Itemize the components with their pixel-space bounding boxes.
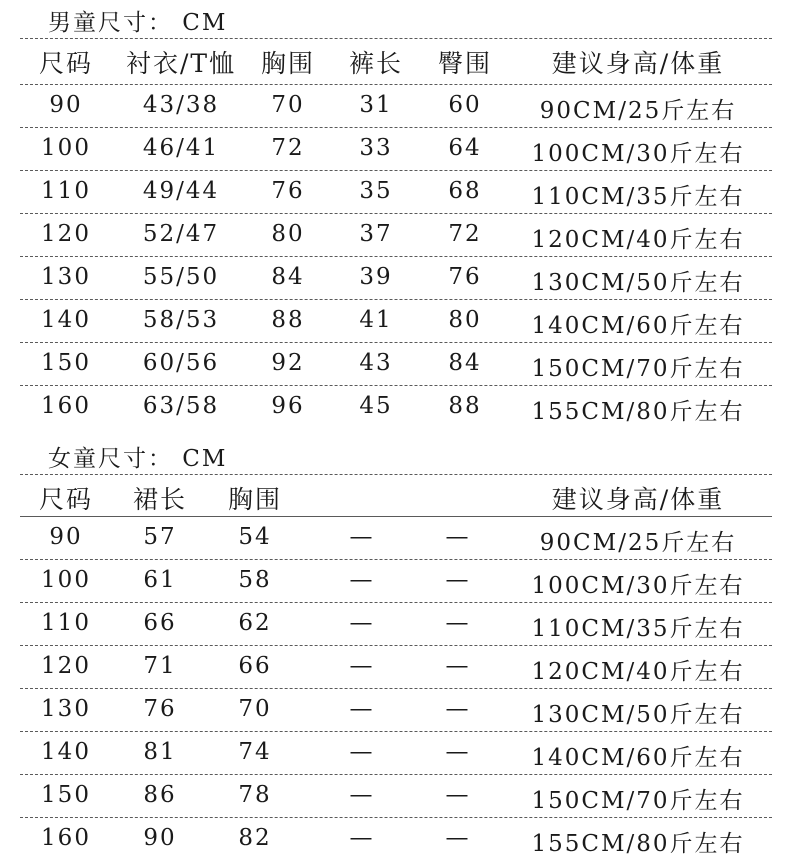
boys-cell-col2: 58/53: [142, 307, 220, 333]
girls-cell-col2: 57: [143, 524, 177, 550]
girls-cell-col4: —: [349, 653, 375, 679]
boys-cell-height-weight: 155CM/80斤左右: [531, 399, 745, 425]
boys-header-col2: 衬衣/T恤: [125, 49, 237, 78]
girls-cell-col2: 81: [143, 739, 177, 765]
girls-cell-height-weight: 150CM/70斤左右: [531, 788, 745, 814]
girls-cell-col5: —: [445, 696, 471, 722]
boys-cell-col2: 46/41: [142, 135, 220, 161]
girls-cell-height-weight: 140CM/60斤左右: [531, 745, 745, 771]
girls-cell-col4: —: [349, 739, 375, 765]
girls-cell-col5: —: [445, 825, 471, 851]
girls-cell-col4: —: [349, 567, 375, 593]
girls-row-divider: [20, 645, 772, 646]
girls-cell-col2: 90: [143, 825, 177, 851]
boys-cell-col5: 88: [448, 393, 482, 419]
boys-cell-size: 140: [41, 307, 91, 333]
boys-row-divider: [20, 385, 772, 386]
girls-cell-size: 90: [49, 524, 83, 550]
girls-cell-col4: —: [349, 782, 375, 808]
boys-cell-col3: 96: [271, 393, 305, 419]
boys-cell-col2: 52/47: [142, 221, 220, 247]
girls-cell-col5: —: [445, 610, 471, 636]
girls-cell-col5: —: [445, 524, 471, 550]
boys-header-col3: 胸围: [260, 49, 316, 78]
girls-row-divider: [20, 731, 772, 732]
girls-cell-height-weight: 130CM/50斤左右: [531, 702, 745, 728]
girls-header-col2: 裙长: [132, 485, 188, 514]
boys-table-top-line: [20, 38, 772, 39]
girls-row-divider: [20, 602, 772, 603]
boys-cell-height-weight: 110CM/35斤左右: [531, 184, 745, 210]
girls-header-size: 尺码: [38, 485, 94, 514]
boys-cell-size: 110: [41, 178, 91, 204]
girls-cell-col2: 71: [143, 653, 177, 679]
girls-cell-col2: 61: [143, 567, 177, 593]
boys-cell-col5: 64: [448, 135, 482, 161]
boys-header-col5: 臀围: [437, 49, 493, 78]
boys-row-divider: [20, 213, 772, 214]
boys-cell-col3: 84: [271, 264, 305, 290]
girls-cell-height-weight: 90CM/25斤左右: [539, 530, 737, 556]
boys-cell-height-weight: 130CM/50斤左右: [531, 270, 745, 296]
boys-cell-height-weight: 90CM/25斤左右: [539, 98, 737, 124]
boys-cell-size: 160: [41, 393, 91, 419]
boys-cell-col4: 31: [359, 92, 393, 118]
boys-cell-height-weight: 100CM/30斤左右: [531, 141, 745, 167]
girls-cell-size: 140: [41, 739, 91, 765]
boys-cell-height-weight: 150CM/70斤左右: [531, 356, 745, 382]
boys-cell-col4: 41: [359, 307, 393, 333]
boys-cell-height-weight: 140CM/60斤左右: [531, 313, 745, 339]
boys-cell-height-weight: 120CM/40斤左右: [531, 227, 745, 253]
girls-cell-size: 110: [41, 610, 91, 636]
boys-cell-col2: 60/56: [142, 350, 220, 376]
girls-cell-col4: —: [349, 696, 375, 722]
boys-cell-col2: 55/50: [142, 264, 220, 290]
boys-cell-col2: 63/58: [142, 393, 220, 419]
boys-cell-col3: 72: [271, 135, 305, 161]
girls-cell-size: 150: [41, 782, 91, 808]
girls-cell-size: 130: [41, 696, 91, 722]
girls-cell-col5: —: [445, 739, 471, 765]
girls-row-divider: [20, 688, 772, 689]
boys-cell-size: 130: [41, 264, 91, 290]
girls-row-divider: [20, 817, 772, 818]
boys-cell-col3: 76: [271, 178, 305, 204]
boys-cell-col4: 35: [359, 178, 393, 204]
girls-cell-col3: 70: [238, 696, 272, 722]
boys-cell-col3: 88: [271, 307, 305, 333]
boys-cell-col2: 43/38: [142, 92, 220, 118]
boys-cell-col4: 45: [359, 393, 393, 419]
girls-row-divider: [20, 774, 772, 775]
girls-cell-col5: —: [445, 653, 471, 679]
boys-cell-size: 100: [41, 135, 91, 161]
girls-cell-col3: 78: [238, 782, 272, 808]
girls-cell-size: 160: [41, 825, 91, 851]
girls-cell-col2: 86: [143, 782, 177, 808]
girls-row-divider: [20, 559, 772, 560]
boys-cell-col5: 84: [448, 350, 482, 376]
girls-cell-col3: 82: [238, 825, 272, 851]
girls-cell-size: 100: [41, 567, 91, 593]
girls-header-col3: 胸围: [227, 485, 283, 514]
boys-cell-col3: 80: [271, 221, 305, 247]
girls-cell-col3: 58: [238, 567, 272, 593]
boys-cell-size: 90: [49, 92, 83, 118]
girls-cell-height-weight: 110CM/35斤左右: [531, 616, 745, 642]
girls-cell-height-weight: 155CM/80斤左右: [531, 831, 745, 857]
boys-header-size: 尺码: [38, 49, 94, 78]
boys-cell-col3: 92: [271, 350, 305, 376]
boys-header-divider: [20, 84, 772, 85]
girls-cell-col3: 54: [238, 524, 272, 550]
boys-row-divider: [20, 299, 772, 300]
boys-cell-col5: 80: [448, 307, 482, 333]
girls-cell-col3: 66: [238, 653, 272, 679]
boys-cell-size: 150: [41, 350, 91, 376]
girls-cell-col3: 74: [238, 739, 272, 765]
girls-cell-height-weight: 100CM/30斤左右: [531, 573, 745, 599]
boys-cell-col4: 33: [359, 135, 393, 161]
boys-section-title: 男童尺寸： CM: [48, 10, 228, 36]
boys-cell-col5: 76: [448, 264, 482, 290]
boys-header-col4: 裤长: [348, 49, 404, 78]
boys-cell-col4: 43: [359, 350, 393, 376]
boys-header-height-weight: 建议身高/体重: [551, 49, 725, 78]
girls-table-top-line: [20, 474, 772, 475]
girls-cell-height-weight: 120CM/40斤左右: [531, 659, 745, 685]
boys-cell-col5: 72: [448, 221, 482, 247]
girls-cell-col4: —: [349, 524, 375, 550]
boys-cell-size: 120: [41, 221, 91, 247]
boys-cell-col2: 49/44: [142, 178, 220, 204]
girls-cell-col2: 76: [143, 696, 177, 722]
girls-cell-size: 120: [41, 653, 91, 679]
boys-row-divider: [20, 127, 772, 128]
girls-cell-col5: —: [445, 782, 471, 808]
boys-row-divider: [20, 170, 772, 171]
girls-header-height-weight: 建议身高/体重: [551, 485, 725, 514]
boys-cell-col4: 39: [359, 264, 393, 290]
boys-cell-col5: 68: [448, 178, 482, 204]
girls-cell-col5: —: [445, 567, 471, 593]
boys-cell-col4: 37: [359, 221, 393, 247]
girls-cell-col3: 62: [238, 610, 272, 636]
girls-section-title: 女童尺寸： CM: [48, 446, 228, 472]
boys-row-divider: [20, 342, 772, 343]
boys-cell-col5: 60: [448, 92, 482, 118]
girls-cell-col2: 66: [143, 610, 177, 636]
girls-cell-col4: —: [349, 610, 375, 636]
boys-row-divider: [20, 256, 772, 257]
boys-cell-col3: 70: [271, 92, 305, 118]
girls-header-divider: [20, 516, 772, 517]
girls-cell-col4: —: [349, 825, 375, 851]
